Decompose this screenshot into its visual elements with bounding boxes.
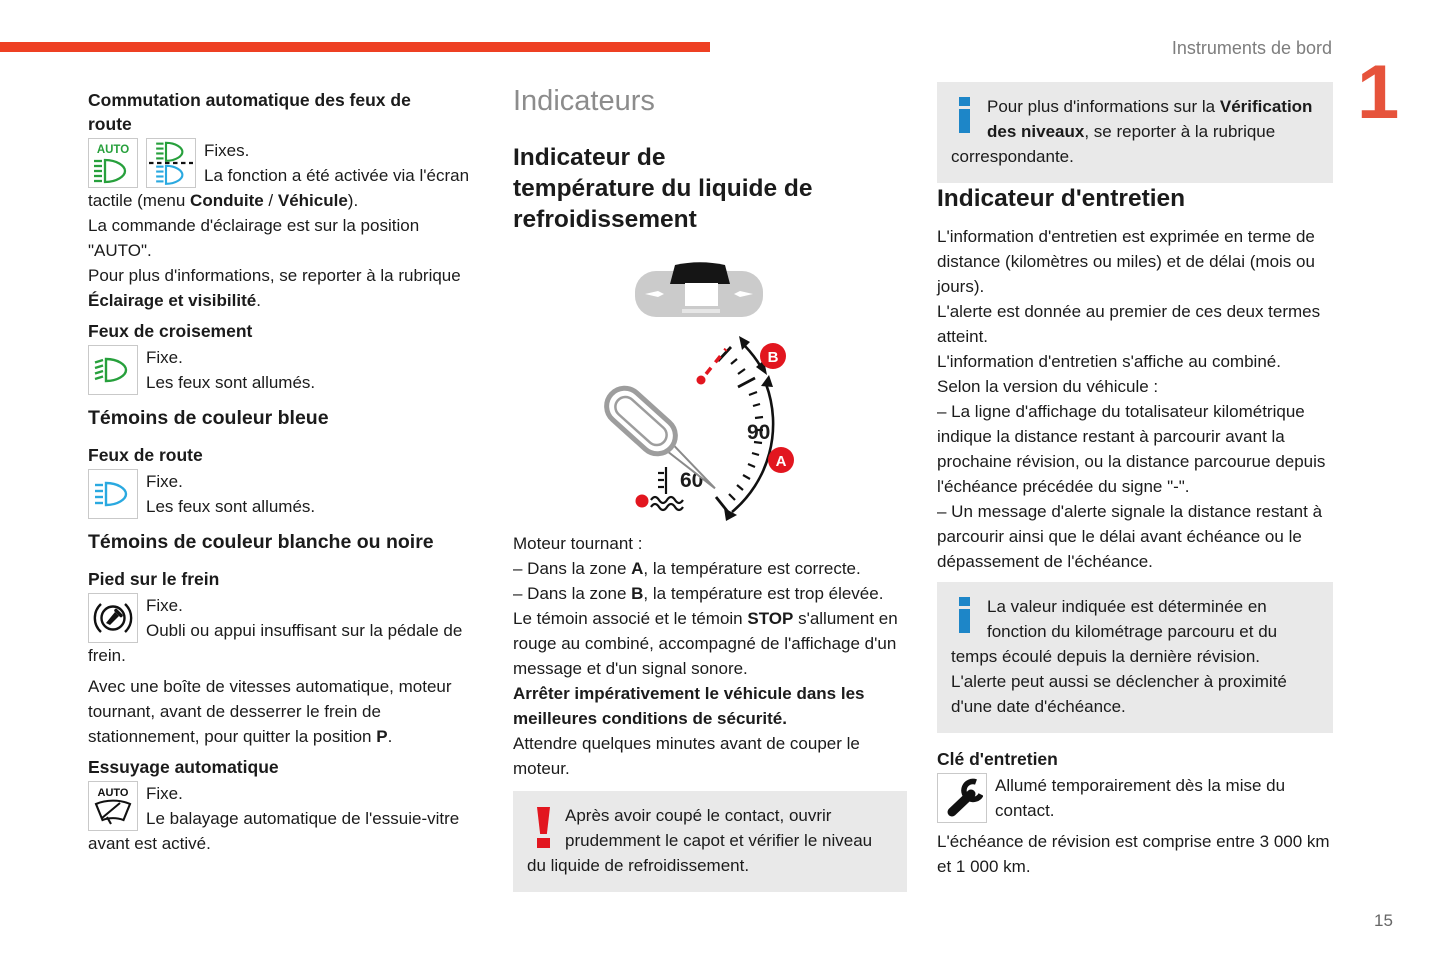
- indicator-state: Fixe.: [146, 596, 183, 615]
- indicator-text: Oubli ou appui insuffisant sur la pédale de frein.: [88, 621, 463, 665]
- section-title-blue-lamps: Témoins de couleur bleue: [88, 407, 329, 429]
- info-box: [937, 82, 1333, 183]
- service-indicator-heading: Indicateur d'entretien: [937, 185, 1186, 212]
- coolant-heading: Indicateur de température du liquide de refroidissement: [513, 144, 813, 233]
- indicator-entry-dipped-beam: [88, 345, 480, 395]
- body-text: Selon la version du véhicule :: [937, 377, 1159, 396]
- info-box: [937, 582, 1333, 733]
- exclamation-icon: [537, 807, 551, 848]
- auto-wiper-icon: [88, 781, 138, 831]
- info-text: Pour plus d'informations sur la Vérification des niveaux, se reporter à la rubrique correspondante.: [951, 97, 1313, 166]
- coolant-symbol: [651, 467, 683, 510]
- list-item: – Un message d'alerte signale la distance restant à parcourir ainsi que le délai avant échéance ou le dépassement de l'échéance.: [937, 502, 1323, 571]
- indicator-text: Pour plus d'informations, se reporter à la rubrique Éclairage et visibilité.: [88, 266, 461, 310]
- info-text: La valeur indiquée est déterminée en fonction du kilométrage parcouru et du temps écoulé depuis la dernière révision. L'alerte peut aussi se déclencher à proximité d'une date d'échéance.: [951, 597, 1287, 716]
- section-title-white-black-lamps: Témoins de couleur blanche ou noire: [88, 531, 434, 553]
- subsection-title-service-key: Clé d'entretien: [937, 749, 1058, 769]
- warning-text: Après avoir coupé le contact, ouvrir prudemment le capot et vérifier le niveau du liquide de refroidissement.: [527, 806, 873, 875]
- indicator-text: Les feux sont allumés.: [146, 373, 316, 392]
- auto-main-beam-icon: [88, 138, 138, 188]
- gauge-label-60: 60: [680, 469, 704, 492]
- indicator-state: Fixe.: [146, 348, 183, 367]
- subsection-title-foot-on-brake: Pied sur le frein: [88, 569, 220, 589]
- subsection-title-main-beam: Feux de route: [88, 445, 203, 465]
- chapter-section-title: Indicateurs: [513, 85, 655, 117]
- indicator-entry-service-key: [937, 773, 1333, 823]
- middle-column: [513, 82, 907, 892]
- accent-bar: [0, 42, 710, 52]
- coolant-gauge-figure: [553, 253, 883, 525]
- indicator-state: Fixe.: [146, 784, 183, 803]
- indicator-state: Fixe.: [146, 472, 183, 491]
- indicator-text: La fonction a été activée via l'écran tactile (menu Conduite / Véhicule).: [88, 166, 470, 210]
- body-text-bold: Arrêter impérativement le véhicule dans les meilleures conditions de sécurité.: [513, 684, 865, 728]
- main-beam-icon: [88, 469, 138, 519]
- foot-on-brake-icon: [88, 593, 138, 643]
- indicator-entry-auto-wiping: [88, 781, 480, 856]
- gauge-label-90: 90: [747, 421, 771, 444]
- left-column: [88, 82, 480, 862]
- gauge-needle: [599, 381, 727, 501]
- section-header: Instruments de bord: [1171, 38, 1332, 58]
- indicator-state: Allumé temporairement dès la mise du contact.: [995, 776, 1286, 820]
- svg-text:AUTO: AUTO: [97, 787, 129, 799]
- indicator-text: Les feux sont allumés.: [146, 497, 316, 516]
- main-dipped-beam-icon: [146, 138, 196, 188]
- indicator-entry-auto-switching: [88, 138, 480, 313]
- body-text: L'alerte est donnée au premier de ces deux termes atteint.: [937, 302, 1321, 346]
- body-text: Attendre quelques minutes avant de couper le moteur.: [513, 734, 860, 778]
- svg-text:B: B: [767, 349, 779, 366]
- indicator-text: Le balayage automatique de l'essuie-vitre avant est activé.: [88, 809, 460, 853]
- indicator-entry-main-beam: [88, 469, 480, 519]
- indicator-state: Fixes.: [204, 141, 250, 160]
- body-text: L'information d'entretien est exprimée en terme de distance (kilomètres ou miles) et de délai (mois ou jours).: [937, 227, 1315, 296]
- wrench-icon: [937, 773, 987, 823]
- indicator-text: Avec une boîte de vitesses automatique, moteur tournant, avant de desserrer le frein de stationnement, pour quitter la position P.: [88, 677, 452, 746]
- subsection-title-auto-switching: Commutation automatique des feux de route: [88, 90, 411, 134]
- zone-a-badge: [768, 447, 794, 473]
- zone-a-arrow: [724, 375, 773, 521]
- warning-box: [513, 791, 907, 892]
- right-column: [937, 82, 1333, 879]
- svg-text:AUTO: AUTO: [96, 144, 130, 156]
- subsection-title-dipped-beam: Feux de croisement: [88, 321, 253, 341]
- subsection-title-auto-wiping: Essuyage automatique: [88, 757, 279, 777]
- body-text: Moteur tournant :: [513, 534, 643, 553]
- info-icon: [959, 597, 971, 633]
- body-text: L'échéance de révision est comprise entre 3 000 km et 1 000 km.: [937, 832, 1330, 876]
- dipped-beam-icon: [88, 345, 138, 395]
- zone-b-badge: [760, 343, 786, 369]
- info-icon: [959, 97, 971, 133]
- instrument-cluster-drawing: [635, 262, 763, 317]
- list-item: – Dans la zone A, la température est correcte.: [513, 559, 861, 578]
- chapter-number: 1: [1357, 50, 1400, 135]
- indicator-entry-foot-on-brake: [88, 593, 480, 668]
- list-item: – Dans la zone B, la température est trop élevée. Le témoin associé et le témoin STOP s'allument en rouge au combiné, accompagné de l'affichage d'un message et d'un signal sonore.: [513, 584, 898, 678]
- svg-text:A: A: [775, 453, 787, 470]
- indicator-text: La commande d'éclairage est sur la position "AUTO".: [88, 216, 420, 260]
- page-number: 15: [1374, 911, 1393, 930]
- body-text: L'information d'entretien s'affiche au combiné.: [937, 352, 1281, 371]
- list-item: – La ligne d'affichage du totalisateur kilométrique indique la distance restant à parcourir avant la prochaine révision, ou la distance parcourue depuis l'échéance précédée du signe "-".: [937, 402, 1326, 496]
